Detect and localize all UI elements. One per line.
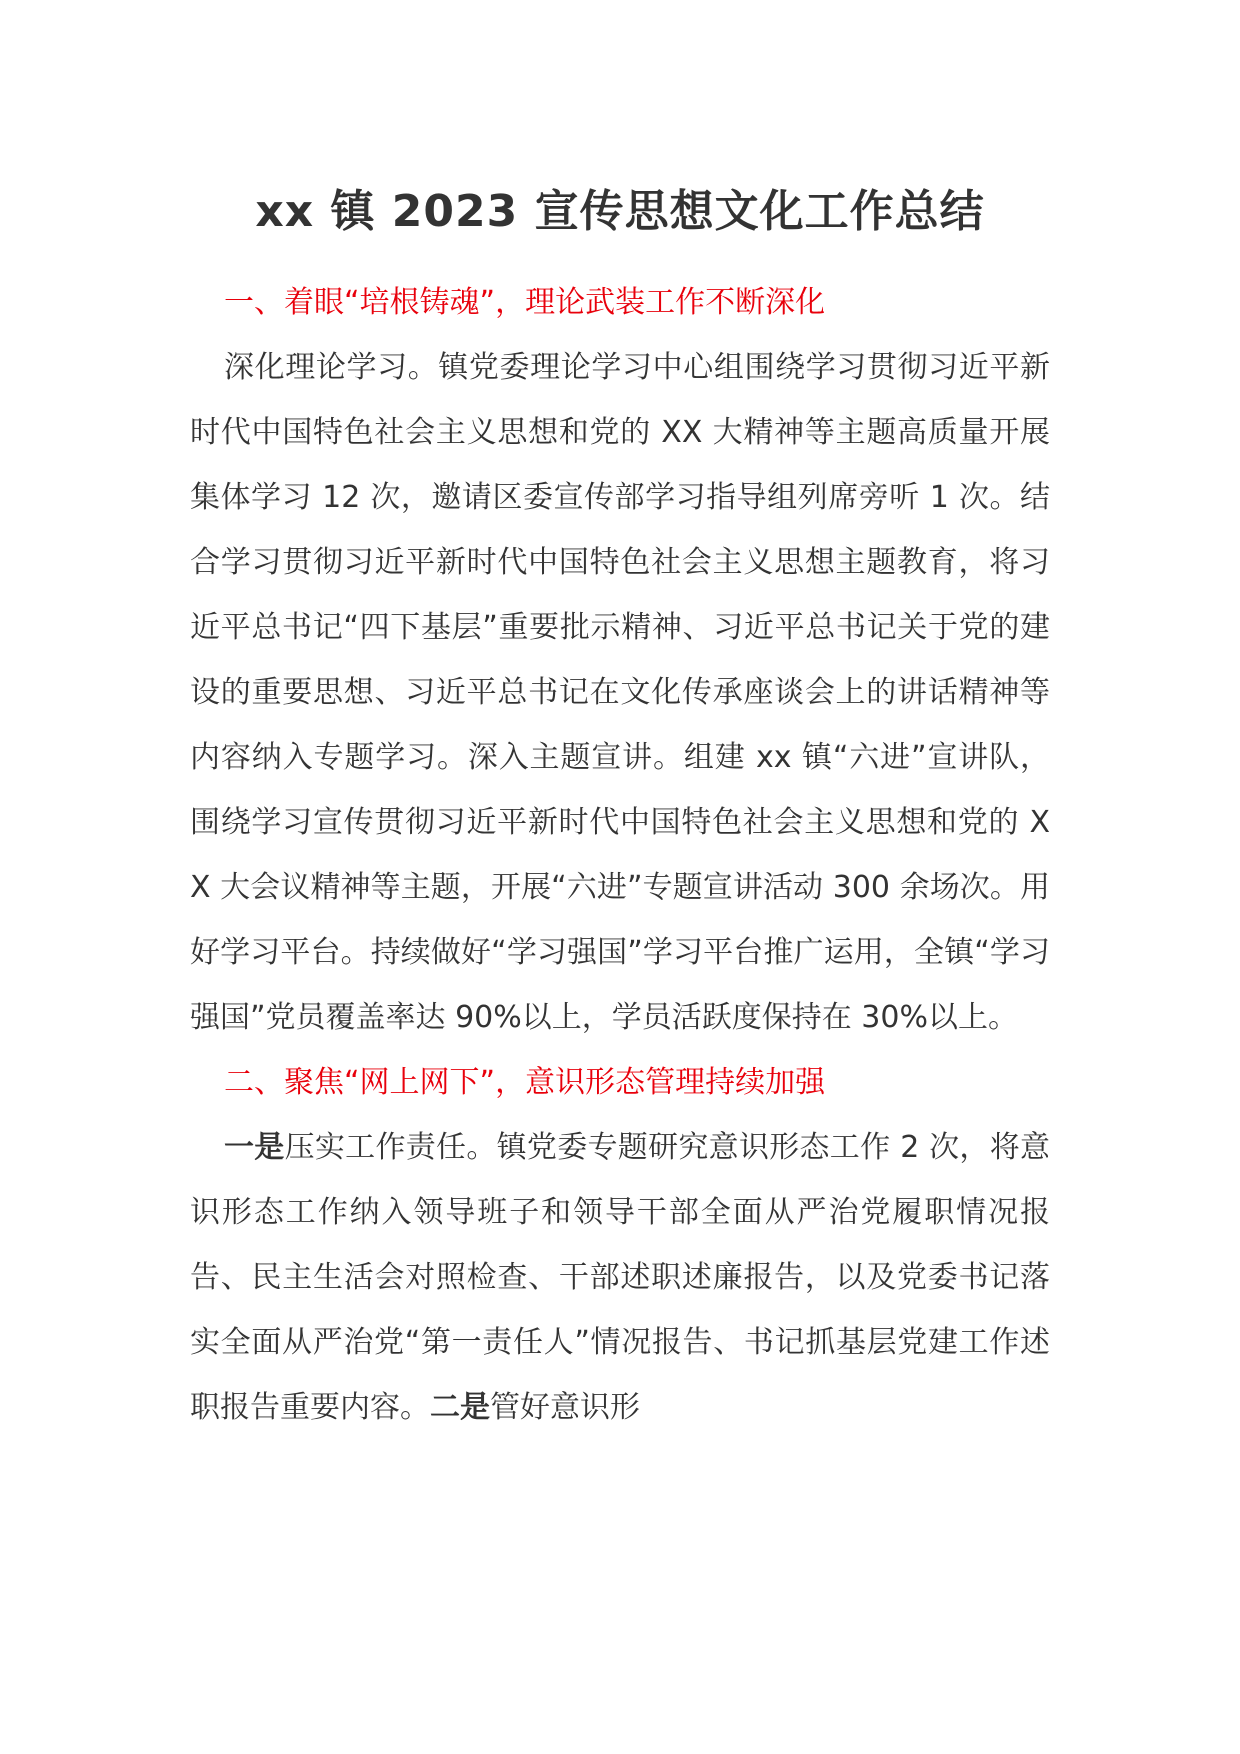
point-2-text: 管好意识形 [490, 1390, 640, 1425]
section-1-paragraph: 深化理论学习。镇党委理论学习中心组围绕学习贯彻习近平新时代中国特色社会主义思想和党的 XX 大精神等主题高质量开展集体学习 12 次，邀请区委宣传部学习指导组列席旁听 1 次。结合学习贯彻习近平新时代中国特色社会主义思想主题教育，将习近平总书记“四下基层”重要批示精神、习近平总书记关于党的建设的重要思想、习近平总书记在文化传承座谈会上的讲话精神等内容纳入专题学习。深入主题宣讲。组建 xx 镇“六进”宣讲队，围绕学习宣传贯彻习近平新时代中国特色社会主义思想和党的 XX 大会议精神等主题，开展“六进”专题宣讲活动 300 余场次。用好学习平台。持续做好“学习强国”学习平台推广运用，全镇“学习强国”党员覆盖率达 90%以上，学员活跃度保持在 30%以上。 [190, 350, 1050, 1035]
section-2-heading: 二、聚焦“网上网下”，意识形态管理持续加强 [224, 1065, 826, 1100]
section-1-heading: 一、着眼“培根铸魂”，理论武装工作不断深化 [224, 285, 826, 320]
point-2-lead: 二是 [430, 1390, 490, 1425]
document-body [190, 270, 1050, 1440]
document-title: xx 镇 2023 宣传思想文化工作总结 [255, 186, 985, 237]
section-2-paragraph [190, 1115, 1050, 1440]
point-1-text: 压实工作责任。镇党委专题研究意识形态工作 2 次，将意识形态工作纳入领导班子和领导干部全面从严治党履职情况报告、民主生活会对照检查、干部述职述廉报告，以及党委书记落实全面从严治党“第一责任人”情况报告、书记抓基层党建工作述职报告重要内容。 [190, 1130, 1051, 1425]
point-1-lead: 一是 [224, 1130, 285, 1165]
